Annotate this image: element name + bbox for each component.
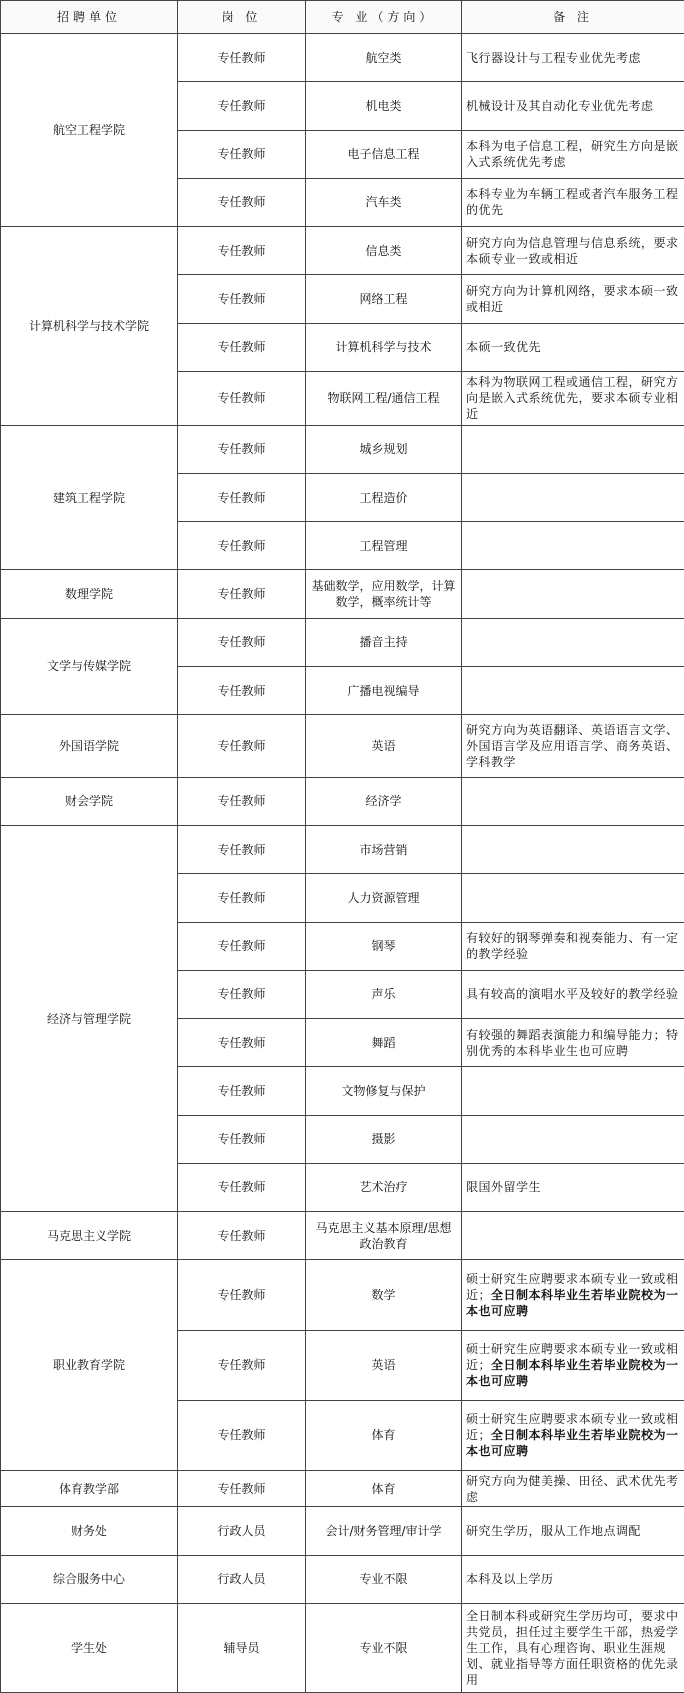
major-cell: 会计/财务管理/审计学 — [306, 1507, 462, 1555]
note-cell — [462, 618, 684, 666]
note-text: 具有较高的演唱水平及较好的教学经验 — [466, 987, 679, 1002]
table-row — [1, 777, 684, 825]
header-unit: 招聘单位 — [1, 1, 178, 34]
note-cell — [462, 1067, 684, 1115]
unit-cell: 经济与管理学院 — [1, 826, 178, 1212]
position-cell: 专任教师 — [178, 1163, 306, 1211]
major-cell: 声乐 — [306, 970, 462, 1018]
major-cell: 体育 — [306, 1471, 462, 1507]
note-cell — [462, 130, 684, 178]
position-cell: 专任教师 — [178, 473, 306, 521]
note-cell — [462, 178, 684, 226]
table-row — [1, 1555, 684, 1603]
unit-cell: 航空工程学院 — [1, 34, 178, 227]
header-position: 岗 位 — [178, 1, 306, 34]
position-cell: 辅导员 — [178, 1603, 306, 1692]
position-cell: 专任教师 — [178, 1471, 306, 1507]
position-cell: 专任教师 — [178, 1067, 306, 1115]
major-cell: 机电类 — [306, 82, 462, 130]
major-cell: 艺术治疗 — [306, 1163, 462, 1211]
position-cell: 专任教师 — [178, 371, 306, 425]
note-text: 研究方向为信息管理与信息系统，要求本硕专业一致或相近 — [466, 235, 679, 266]
position-cell: 专任教师 — [178, 970, 306, 1018]
table-row — [1, 1603, 684, 1692]
position-cell: 专任教师 — [178, 666, 306, 714]
major-cell: 汽车类 — [306, 178, 462, 226]
note-cell — [462, 473, 684, 521]
table-row — [1, 1260, 684, 1330]
table-row — [1, 425, 684, 473]
note-emphasis: 全日制本科毕业生若毕业院校为一本也可应聘 — [466, 1288, 679, 1318]
note-text: 硕士研究生应聘要求本硕专业一致或相近； — [466, 1342, 679, 1373]
header-row — [1, 1, 684, 34]
position-cell: 专任教师 — [178, 1212, 306, 1260]
major-cell: 物联网工程/通信工程 — [306, 371, 462, 425]
note-text: 研究方向为英语翻译、英语语言文学、外国语言学及应用语言学、商务英语、学科教学 — [466, 722, 679, 769]
header-note: 备 注 — [462, 1, 684, 34]
position-cell: 专任教师 — [178, 1260, 306, 1330]
note-cell — [462, 1507, 684, 1555]
note-cell — [462, 371, 684, 425]
note-cell — [462, 323, 684, 371]
note-cell — [462, 970, 684, 1018]
table-row — [1, 715, 684, 778]
position-cell: 专任教师 — [178, 425, 306, 473]
unit-cell: 学生处 — [1, 1603, 178, 1692]
note-cell — [462, 227, 684, 275]
note-text: 限国外留学生 — [466, 1180, 542, 1195]
position-cell: 专任教师 — [178, 777, 306, 825]
major-cell: 工程管理 — [306, 522, 462, 570]
note-cell — [462, 666, 684, 714]
major-cell: 航空类 — [306, 34, 462, 82]
unit-cell: 计算机科学与技术学院 — [1, 227, 178, 426]
major-cell: 信息类 — [306, 227, 462, 275]
position-cell: 专任教师 — [178, 922, 306, 970]
note-text: 有较好的钢琴弹奏和视奏能力、有一定的教学经验 — [466, 931, 679, 962]
major-cell: 专业不限 — [306, 1555, 462, 1603]
major-cell: 文物修复与保护 — [306, 1067, 462, 1115]
note-cell — [462, 34, 684, 82]
table-row — [1, 570, 684, 618]
position-cell: 专任教师 — [178, 522, 306, 570]
note-cell — [462, 425, 684, 473]
note-text: 本科及以上学历 — [466, 1572, 554, 1587]
major-cell: 马克思主义基本原理/思想政治教育 — [306, 1212, 462, 1260]
note-cell — [462, 275, 684, 323]
table-row — [1, 34, 684, 82]
position-cell: 专任教师 — [178, 1019, 306, 1067]
table-row — [1, 826, 684, 874]
table-row — [1, 1507, 684, 1555]
table-row — [1, 227, 684, 275]
note-cell — [462, 826, 684, 874]
unit-cell: 数理学院 — [1, 570, 178, 618]
note-text: 研究生学历，服从工作地点调配 — [466, 1523, 642, 1538]
note-text: 本科专业为车辆工程或者汽车服务工程的优先 — [466, 187, 679, 218]
position-cell: 专任教师 — [178, 715, 306, 778]
position-cell: 专任教师 — [178, 1115, 306, 1163]
major-cell: 计算机科学与技术 — [306, 323, 462, 371]
note-cell — [462, 1212, 684, 1260]
note-text: 硕士研究生应聘要求本硕专业一致或相近； — [466, 1272, 679, 1302]
table-row — [1, 1212, 684, 1260]
major-cell: 专业不限 — [306, 1603, 462, 1692]
position-cell: 专任教师 — [178, 178, 306, 226]
note-text: 全日制本科或研究生学历均可，要求中共党员，担任过主要学生干部，热爱学生工作，具有心理咨询、职业生涯规划、就业指导等方面任职资格的优先录用 — [466, 1608, 679, 1687]
major-cell: 网络工程 — [306, 275, 462, 323]
position-cell: 专任教师 — [178, 82, 306, 130]
position-cell: 专任教师 — [178, 323, 306, 371]
note-cell — [462, 1603, 684, 1692]
position-cell: 专任教师 — [178, 275, 306, 323]
major-cell: 英语 — [306, 1330, 462, 1400]
note-text: 研究方向为健美操、田径、武术优先考虑 — [466, 1473, 679, 1504]
major-cell: 广播电视编导 — [306, 666, 462, 714]
major-cell: 基础数学，应用数学，计算数学，概率统计等 — [306, 570, 462, 618]
note-cell — [462, 522, 684, 570]
major-cell: 电子信息工程 — [306, 130, 462, 178]
note-cell — [462, 1019, 684, 1067]
unit-cell: 综合服务中心 — [1, 1555, 178, 1603]
position-cell: 行政人员 — [178, 1507, 306, 1555]
note-text: 飞行器设计与工程专业优先考虑 — [466, 50, 642, 65]
note-cell — [462, 922, 684, 970]
unit-cell: 体育教学部 — [1, 1471, 178, 1507]
position-cell: 行政人员 — [178, 1555, 306, 1603]
note-cell — [462, 777, 684, 825]
table-row — [1, 618, 684, 666]
note-cell — [462, 1260, 684, 1330]
table-row — [1, 1471, 684, 1507]
note-text: 本硕一致优先 — [466, 340, 542, 355]
position-cell: 专任教师 — [178, 227, 306, 275]
major-cell: 经济学 — [306, 777, 462, 825]
position-cell: 专任教师 — [178, 130, 306, 178]
note-cell — [462, 570, 684, 618]
major-cell: 钢琴 — [306, 922, 462, 970]
major-cell: 市场营销 — [306, 826, 462, 874]
note-cell — [462, 1330, 684, 1400]
major-cell: 数学 — [306, 1260, 462, 1330]
note-cell — [462, 1400, 684, 1470]
major-cell: 工程造价 — [306, 473, 462, 521]
major-cell: 城乡规划 — [306, 425, 462, 473]
position-cell: 专任教师 — [178, 618, 306, 666]
position-cell: 专任教师 — [178, 34, 306, 82]
note-cell — [462, 1471, 684, 1507]
unit-cell: 外国语学院 — [1, 715, 178, 778]
note-text: 硕士研究生应聘要求本硕专业一致或相近； — [466, 1412, 679, 1443]
note-cell — [462, 715, 684, 778]
position-cell: 专任教师 — [178, 1330, 306, 1400]
note-emphasis: 全日制本科毕业生若毕业院校为一本也可应聘 — [466, 1358, 679, 1389]
note-cell — [462, 1163, 684, 1211]
position-cell: 专任教师 — [178, 826, 306, 874]
note-text: 机械设计及其自动化专业优先考虑 — [466, 98, 654, 113]
note-cell — [462, 1555, 684, 1603]
note-cell — [462, 1115, 684, 1163]
unit-cell: 职业教育学院 — [1, 1260, 178, 1471]
note-text: 本科为电子信息工程，研究生方向是嵌入式系统优先考虑 — [466, 139, 679, 170]
major-cell: 摄影 — [306, 1115, 462, 1163]
unit-cell: 财务处 — [1, 1507, 178, 1555]
header-major: 专 业（方向） — [306, 1, 462, 34]
major-cell: 人力资源管理 — [306, 874, 462, 922]
note-cell — [462, 82, 684, 130]
note-text: 本科为物联网工程或通信工程，研究方向是嵌入式系统优先，要求本硕专业相近 — [466, 375, 679, 422]
position-cell: 专任教师 — [178, 1400, 306, 1470]
unit-cell: 文学与传媒学院 — [1, 618, 178, 715]
unit-cell: 建筑工程学院 — [1, 425, 178, 570]
note-text: 有较强的舞蹈表演能力和编导能力；特别优秀的本科毕业生也可应聘 — [466, 1027, 679, 1058]
note-emphasis: 全日制本科毕业生若毕业院校为一本也可应聘 — [466, 1428, 679, 1459]
major-cell: 体育 — [306, 1400, 462, 1470]
unit-cell: 财会学院 — [1, 777, 178, 825]
note-text: 研究方向为计算机网络，要求本硕一致或相近 — [466, 283, 679, 314]
major-cell: 英语 — [306, 715, 462, 778]
major-cell: 舞蹈 — [306, 1019, 462, 1067]
unit-cell: 马克思主义学院 — [1, 1212, 178, 1260]
major-cell: 播音主持 — [306, 618, 462, 666]
position-cell: 专任教师 — [178, 874, 306, 922]
note-cell — [462, 874, 684, 922]
position-cell: 专任教师 — [178, 570, 306, 618]
